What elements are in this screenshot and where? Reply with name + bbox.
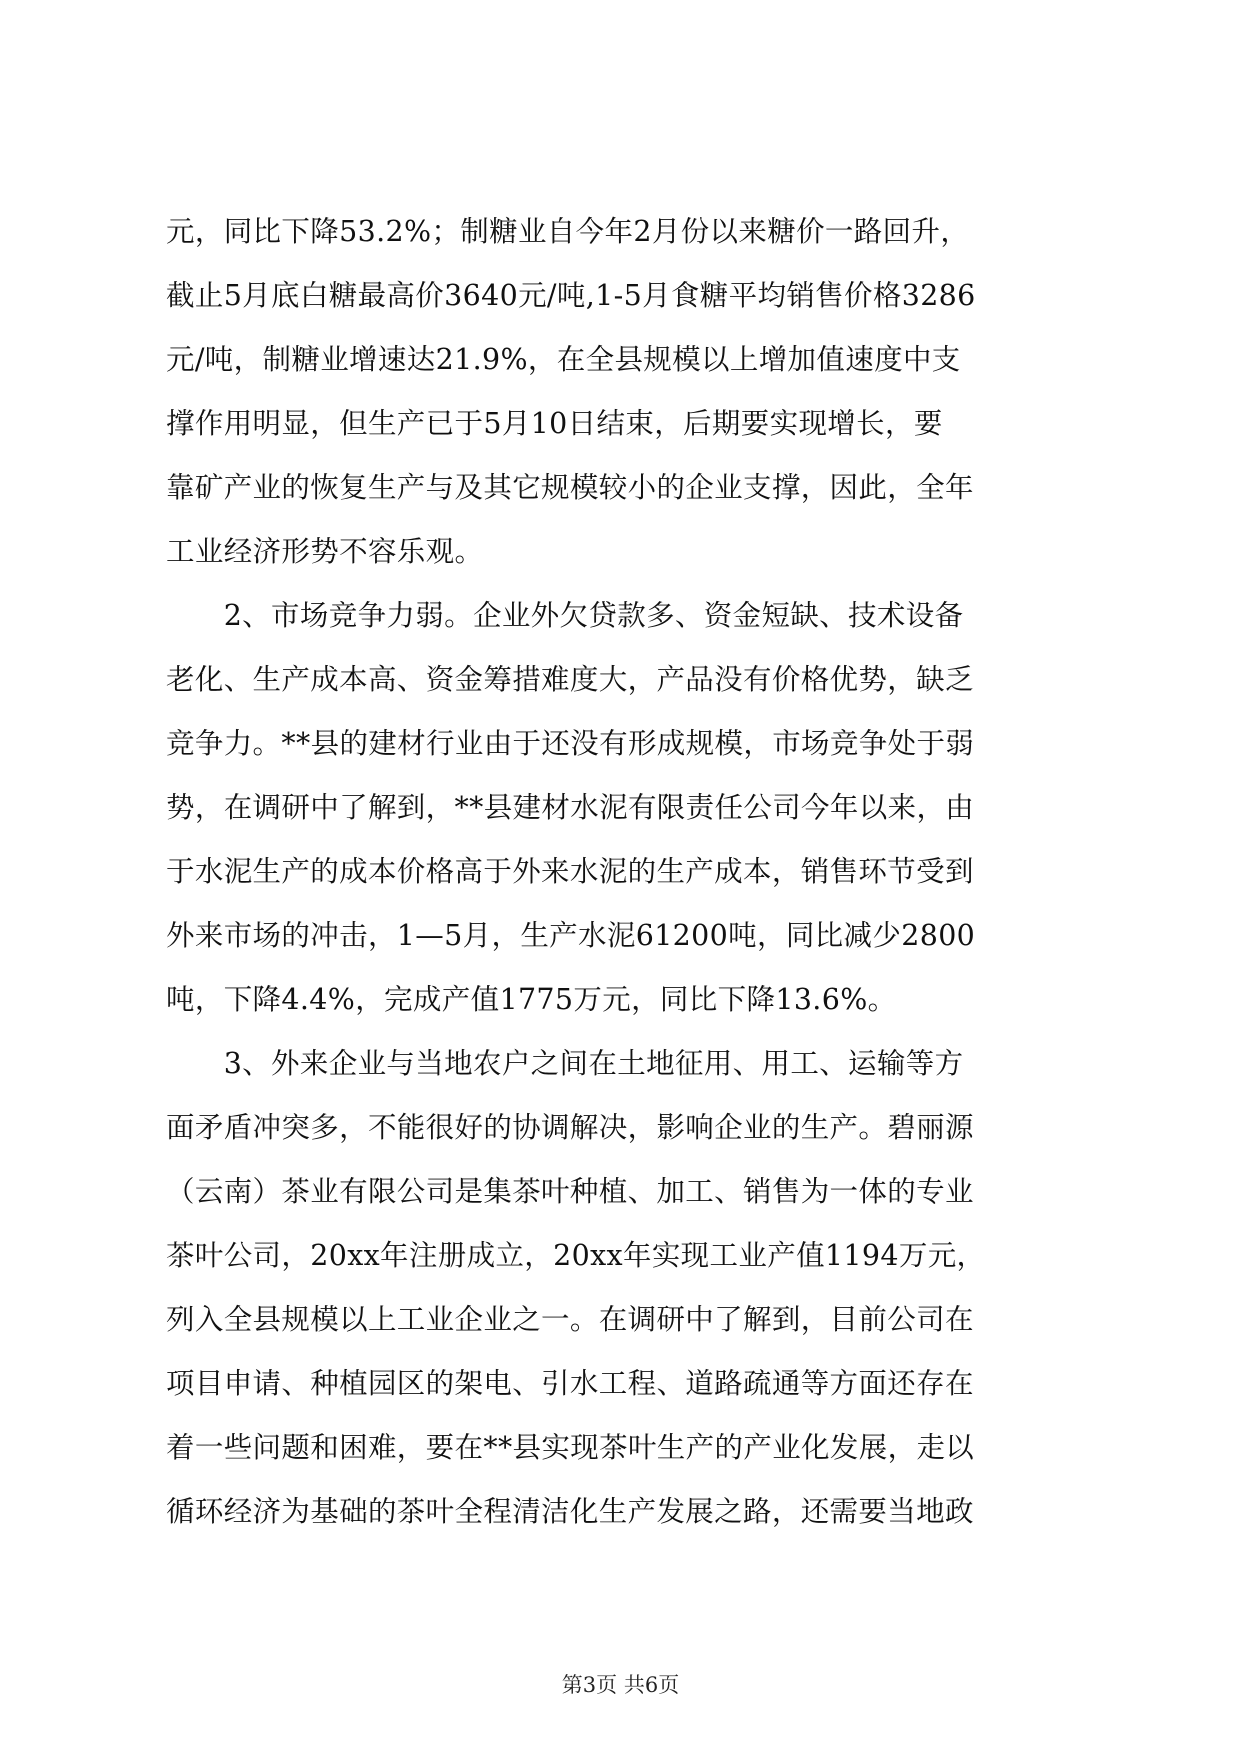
text-line: 老化、生产成本高、资金筹措难度大，产品没有价格优势，缺乏: [166, 663, 974, 696]
text-line: 外来市场的冲击，1—5月，生产水泥61200吨，同比减少2800: [166, 919, 976, 952]
text-line: 列入全县规模以上工业企业之一。在调研中了解到，目前公司在: [166, 1303, 974, 1336]
text-line: 项目申请、种植园区的架电、引水工程、道路疏通等方面还存在: [166, 1367, 974, 1400]
text-line: 元/吨，制糖业增速达21.9%，在全县规模以上增加值速度中支: [166, 343, 961, 376]
text-line: 2、市场竞争力弱。企业外欠贷款多、资金短缺、技术设备: [166, 599, 964, 632]
text-line: 元，同比下降53.2%；制糖业自今年2月份以来糖价一路回升，: [166, 215, 970, 248]
text-line: 截止5月底白糖最高价3640元/吨,1-5月食糖平均销售价格3286: [166, 279, 976, 312]
text-line: 着一些问题和困难，要在**县实现茶叶生产的产业化发展，走以: [166, 1431, 975, 1464]
text-line: 循环经济为基础的茶叶全程清洁化生产发展之路，还需要当地政: [166, 1495, 974, 1528]
text-line: 面矛盾冲突多，不能很好的协调解决，影响企业的生产。碧丽源: [166, 1111, 974, 1144]
text-line: 靠矿产业的恢复生产与及其它规模较小的企业支撑，因此，全年: [166, 471, 974, 504]
text-line: 茶叶公司，20xx年注册成立，20xx年实现工业产值1194万元，: [166, 1239, 986, 1272]
text-line: 撑作用明显，但生产已于5月10日结束，后期要实现增长，要: [166, 407, 943, 440]
text-line: 吨，下降4.4%，完成产值1775万元，同比下降13.6%。: [166, 983, 897, 1016]
text-line: 势，在调研中了解到，**县建材水泥有限责任公司今年以来，由: [166, 791, 975, 824]
text-line: （云南）茶业有限公司是集茶叶种植、加工、销售为一体的专业: [166, 1175, 974, 1208]
text-line: 3、外来企业与当地农户之间在土地征用、用工、运输等方: [166, 1047, 964, 1080]
text-line: 工业经济形势不容乐观。: [166, 535, 484, 568]
text-line: 于水泥生产的成本价格高于外来水泥的生产成本，销售环节受到: [166, 855, 974, 888]
body-text: [166, 200, 1086, 1544]
page-footer: 第3页 共6页: [561, 1673, 680, 1697]
text-line: 竞争力。**县的建材行业由于还没有形成规模，市场竞争处于弱: [166, 727, 975, 760]
